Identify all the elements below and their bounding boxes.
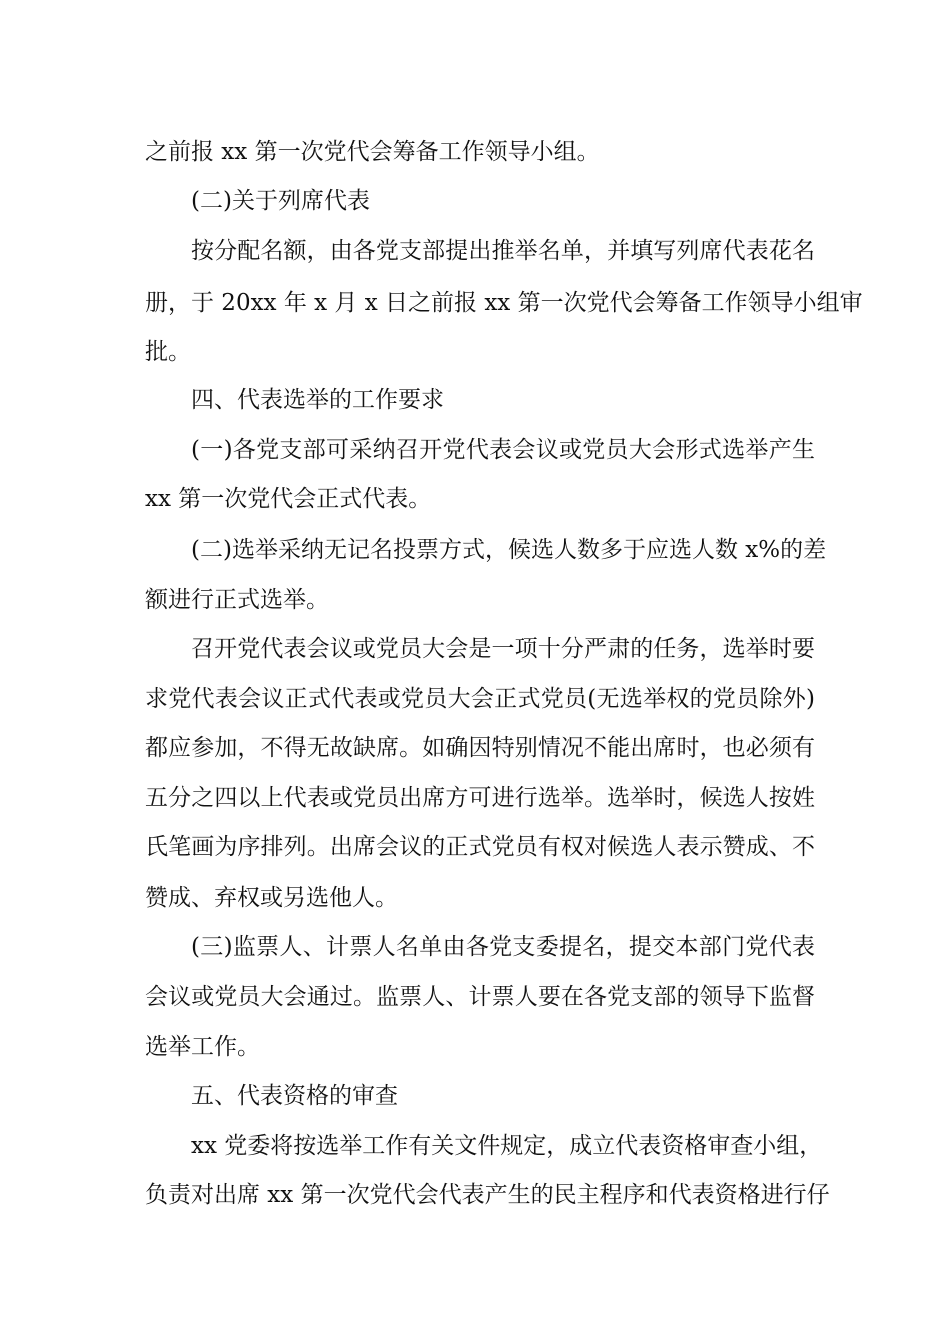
text-line: 额进行正式选举。: [145, 587, 329, 613]
text-line: 选举工作。: [145, 1034, 260, 1060]
text-line: 按分配名额，由各党支部提出推举名单，并填写列席代表花名: [191, 238, 815, 264]
section-heading: 五、代表资格的审查: [191, 1083, 398, 1109]
text-line: xx 第一次党代会正式代表。: [145, 486, 432, 512]
text-line: 册，于 20xx 年 x 月 x 日之前报 xx 第一次党代会筹备工作领导小组审: [145, 290, 863, 316]
text-line: 赞成、弃权或另选他人。: [145, 885, 398, 911]
section-heading: 四、代表选举的工作要求: [191, 387, 444, 413]
section-heading: (二)关于列席代表: [191, 188, 370, 214]
text-line: 会议或党员大会通过。监票人、计票人要在各党支部的领导下监督: [145, 984, 815, 1010]
text-line: 召开党代表会议或党员大会是一项十分严肃的任务，选举时要: [191, 636, 815, 662]
text-line: xx 党委将按选举工作有关文件规定，成立代表资格审查小组，: [191, 1133, 823, 1159]
text-line: (二)选举采纳无记名投票方式，候选人数多于应选人数 x%的差: [191, 537, 827, 563]
text-line: 负责对出席 xx 第一次党代会代表产生的民主程序和代表资格进行仔: [145, 1182, 830, 1208]
text-line: 五分之四以上代表或党员出席方可进行选举。选举时，候选人按姓: [145, 785, 815, 811]
text-line: 之前报 xx 第一次党代会筹备工作领导小组。: [145, 139, 600, 165]
text-line: 批。: [145, 339, 191, 365]
text-line: (一)各党支部可采纳召开党代表会议或党员大会形式选举产生: [191, 437, 815, 463]
text-line: 都应参加，不得无故缺席。如确因特别情况不能出席时，也必须有: [145, 735, 815, 761]
text-line: (三)监票人、计票人名单由各党支委提名，提交本部门党代表: [191, 934, 815, 960]
text-line: 求党代表会议正式代表或党员大会正式党员(无选举权的党员除外): [145, 686, 815, 712]
text-line: 氏笔画为序排列。出席会议的正式党员有权对候选人表示赞成、不: [145, 834, 815, 860]
